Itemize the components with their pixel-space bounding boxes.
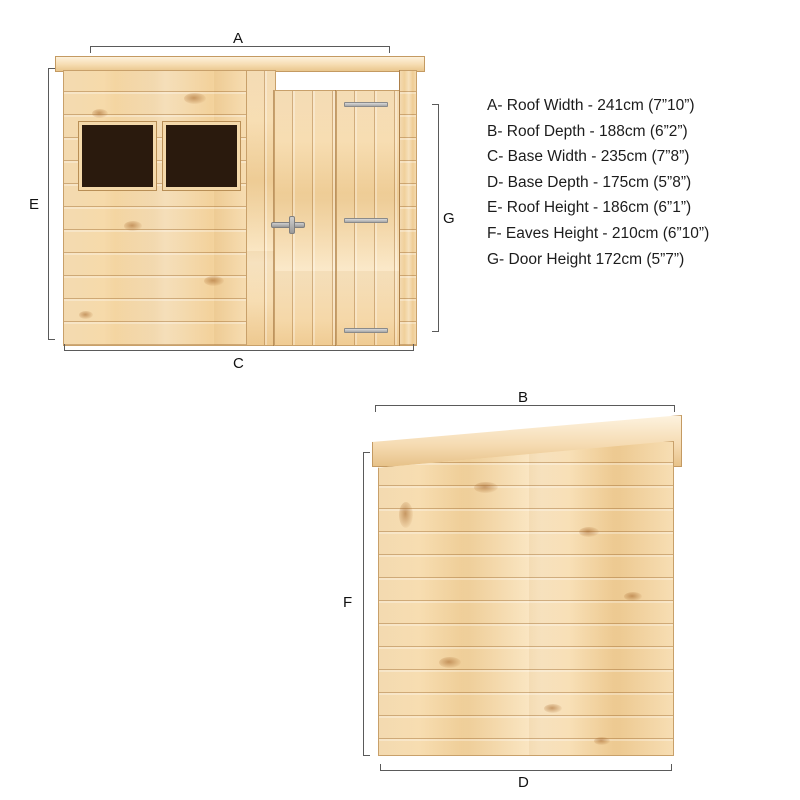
wood-knot-icon [439, 657, 461, 668]
door-hinge-top [344, 102, 388, 107]
dimension-label-a: A [233, 30, 244, 47]
dimension-label-d: D [518, 774, 529, 791]
side-elevation-view [372, 415, 682, 760]
dimension-bracket-a [90, 46, 390, 53]
legend-item-f: F- Eaves Height - 210cm (6”10”) [487, 224, 710, 242]
wood-knot-icon [474, 482, 498, 493]
door-seam [273, 90, 274, 346]
dimension-label-f: F [343, 594, 353, 611]
dimension-label-e: E [29, 196, 40, 213]
dimension-bracket-c [64, 344, 414, 351]
dimension-bracket-g [432, 104, 439, 332]
dimension-label-g: G [443, 210, 455, 227]
door-seam [335, 90, 336, 346]
wood-knot-icon [92, 109, 108, 118]
front-door-leaf-left [274, 90, 337, 346]
door-hinge-bottom [344, 328, 388, 333]
dimension-label-b: B [518, 389, 529, 406]
legend-item-d: D- Base Depth - 175cm (5”8”) [487, 173, 692, 191]
front-wall-assembly [63, 70, 417, 346]
front-left-wall-cladding [63, 70, 249, 346]
side-wall-cladding [378, 441, 674, 756]
wood-knot-icon [124, 221, 142, 231]
door-latch [289, 216, 295, 234]
dimension-label-c: C [233, 355, 244, 372]
door-handle [271, 222, 305, 228]
front-elevation-view [55, 56, 425, 346]
side-wall-assembly [378, 441, 674, 756]
legend-item-e: E- Roof Height - 186cm (6”1”) [487, 199, 692, 217]
wood-knot-icon [79, 311, 93, 319]
wood-knot-icon [204, 276, 224, 286]
door-hinge-middle [344, 218, 388, 223]
wood-knot-icon [594, 737, 610, 745]
legend-item-g: G- Door Height 172cm (5”7”) [487, 250, 685, 268]
front-door-frame-post [246, 70, 276, 346]
front-window-left [79, 122, 156, 190]
legend-item-a: A- Roof Width - 241cm (7”10”) [487, 97, 695, 114]
wall-seam [399, 70, 400, 346]
dimension-bracket-b [375, 405, 675, 412]
legend-item-b: B- Roof Depth - 188cm (6”2”) [487, 122, 688, 140]
legend [487, 93, 709, 272]
wood-knot-icon [579, 527, 599, 537]
wood-knot-icon [184, 93, 206, 104]
front-window-right [163, 122, 240, 190]
wood-knot-icon [544, 704, 562, 713]
dimension-bracket-d [380, 764, 672, 771]
wood-knot-icon [399, 502, 413, 528]
front-right-edge-cladding [399, 70, 417, 346]
legend-item-c: C- Base Width - 235cm (7”8”) [487, 148, 690, 166]
dimension-bracket-e [48, 68, 55, 340]
dimension-bracket-f [363, 452, 370, 756]
wood-knot-icon [624, 592, 642, 601]
